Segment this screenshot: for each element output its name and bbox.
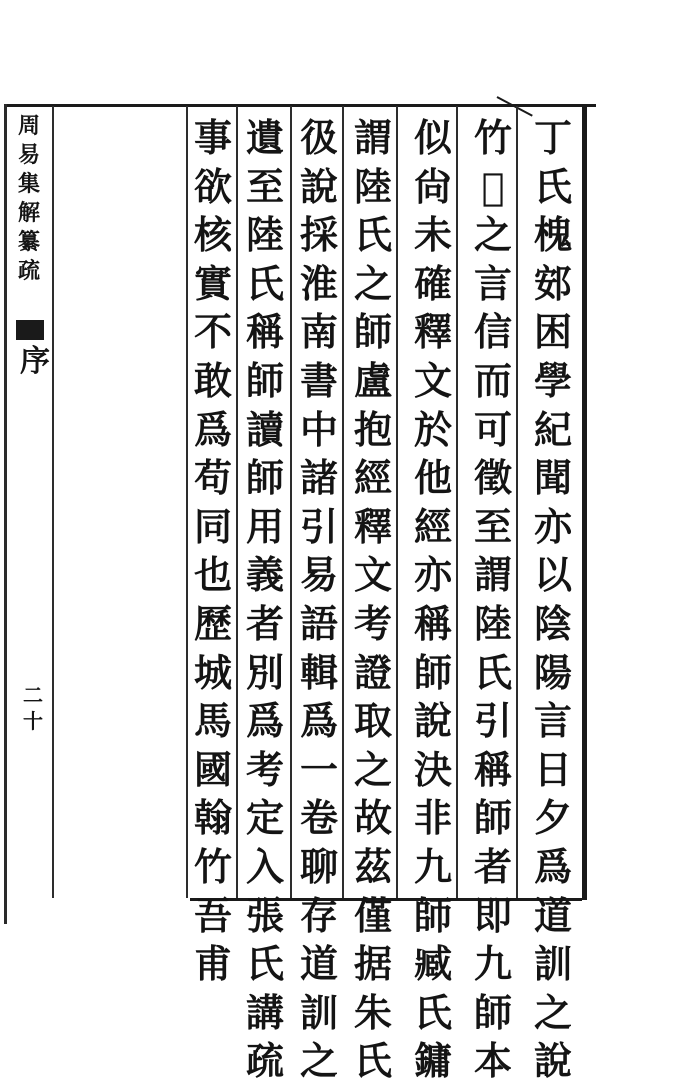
column-character: 定 xyxy=(245,795,284,841)
column-character: 國 xyxy=(193,746,232,792)
column-character: 氏 xyxy=(413,989,452,1035)
column-character: 即 xyxy=(473,892,512,938)
column-character: 而 xyxy=(473,357,512,403)
column-character: 𡸝 xyxy=(481,163,505,209)
column-character: 槐 xyxy=(533,212,572,258)
column-character: 非 xyxy=(413,795,452,841)
column-character: 陽 xyxy=(533,649,572,695)
column-character: 敢 xyxy=(193,357,232,403)
margin-section-label: 序 xyxy=(20,344,50,379)
column-character: 未 xyxy=(413,212,452,258)
column-character: 之 xyxy=(533,989,572,1035)
column-character: 困 xyxy=(533,309,572,355)
column-character: 陸 xyxy=(245,212,284,258)
column-character: 爲 xyxy=(533,843,572,889)
column-character: 說 xyxy=(299,163,338,209)
column-character: 苟 xyxy=(193,455,232,501)
column-character: 謂 xyxy=(473,552,512,598)
column-character: 師 xyxy=(473,989,512,1035)
column-character: 盧 xyxy=(353,357,392,403)
frame-top-border xyxy=(6,104,596,107)
text-column-5 xyxy=(296,114,342,1086)
column-character: 南 xyxy=(299,309,338,355)
column-character: 於 xyxy=(413,406,452,452)
column-character: 師 xyxy=(413,649,452,695)
text-column-6 xyxy=(242,114,288,1086)
column-character: 說 xyxy=(413,698,452,744)
column-character: 師 xyxy=(245,455,284,501)
column-character: 氏 xyxy=(245,260,284,306)
text-column-2 xyxy=(470,114,516,1086)
column-character: 者 xyxy=(245,600,284,646)
column-rule xyxy=(52,106,54,898)
frame-left-border xyxy=(4,104,7,924)
column-character: 稱 xyxy=(413,600,452,646)
column-character: 實 xyxy=(193,260,232,306)
column-character: 吾 xyxy=(193,892,232,938)
column-character: 考 xyxy=(353,600,392,646)
column-character: 馬 xyxy=(193,698,232,744)
column-character: 九 xyxy=(473,941,512,987)
column-character: 同 xyxy=(193,503,232,549)
column-character: 易 xyxy=(299,552,338,598)
column-character: 疏 xyxy=(245,1038,284,1084)
column-character: 事 xyxy=(193,115,232,160)
column-character: 卷 xyxy=(299,795,338,841)
column-character: 之 xyxy=(299,1038,338,1084)
column-character: 亦 xyxy=(413,552,452,598)
margin-title-character: 纂 xyxy=(17,229,40,255)
column-character: 釋 xyxy=(353,503,392,549)
column-character: 言 xyxy=(473,260,512,306)
column-character: 抱 xyxy=(353,406,392,452)
column-character: 亦 xyxy=(533,503,572,549)
column-character: 日 xyxy=(533,746,572,792)
column-character: 義 xyxy=(245,552,284,598)
column-character: 說 xyxy=(533,1038,572,1084)
column-character: 採 xyxy=(299,212,338,258)
column-character: 至 xyxy=(245,163,284,209)
column-rule xyxy=(236,106,238,898)
column-character: 氏 xyxy=(473,649,512,695)
column-character: 他 xyxy=(413,455,452,501)
column-character: 稱 xyxy=(245,309,284,355)
column-character: 師 xyxy=(245,357,284,403)
column-character: 引 xyxy=(299,503,338,549)
column-character: 氏 xyxy=(533,163,572,209)
column-character: 爲 xyxy=(245,698,284,744)
column-character: 訓 xyxy=(299,989,338,1035)
column-character: 鏞 xyxy=(413,1038,452,1084)
text-column-1 xyxy=(530,114,576,1086)
column-character: 也 xyxy=(193,552,232,598)
margin-title-character: 疏 xyxy=(17,258,40,284)
column-character: 可 xyxy=(473,406,512,452)
column-character: 至 xyxy=(473,503,512,549)
margin-title-character: 易 xyxy=(17,142,40,168)
column-character: 中 xyxy=(299,406,338,452)
column-character: 諸 xyxy=(299,455,338,501)
column-character: 講 xyxy=(245,989,284,1035)
column-character: 考 xyxy=(245,746,284,792)
column-character: 竹 xyxy=(473,115,512,160)
column-character: 聊 xyxy=(299,843,338,889)
column-rule xyxy=(456,106,458,898)
page-number-character: 十 xyxy=(23,709,43,733)
column-character: 陸 xyxy=(473,600,512,646)
column-character: 訓 xyxy=(533,941,572,987)
column-character: 聞 xyxy=(533,455,572,501)
column-character: 本 xyxy=(473,1038,512,1084)
column-character: 取 xyxy=(353,698,392,744)
column-character: 一 xyxy=(299,746,338,792)
column-character: 經 xyxy=(413,503,452,549)
column-character: 語 xyxy=(299,600,338,646)
column-rule xyxy=(186,106,188,898)
column-character: 甫 xyxy=(193,941,232,987)
column-character: 信 xyxy=(473,309,512,355)
column-character: 師 xyxy=(353,309,392,355)
column-character: 爲 xyxy=(299,698,338,744)
column-character: 似 xyxy=(413,115,452,160)
column-character: 徵 xyxy=(473,455,512,501)
column-character: 引 xyxy=(473,698,512,744)
text-column-3 xyxy=(410,114,456,1086)
column-character: 別 xyxy=(245,649,284,695)
column-rule xyxy=(396,106,398,898)
column-character: 䢿 xyxy=(533,260,572,306)
column-character: 道 xyxy=(533,892,572,938)
column-character: 釋 xyxy=(413,309,452,355)
column-character: 用 xyxy=(245,503,284,549)
column-character: 紀 xyxy=(533,406,572,452)
column-character: 欲 xyxy=(193,163,232,209)
column-character: 之 xyxy=(353,746,392,792)
column-character: 氏 xyxy=(353,212,392,258)
column-character: 丁 xyxy=(533,115,572,160)
column-character: 陸 xyxy=(353,163,392,209)
column-character: 張 xyxy=(245,892,284,938)
margin-strip xyxy=(8,112,48,912)
column-character: 言 xyxy=(533,698,572,744)
column-character: 僅 xyxy=(353,892,392,938)
column-character: 之 xyxy=(473,212,512,258)
margin-page-number xyxy=(20,682,46,734)
column-character: 爲 xyxy=(193,406,232,452)
column-character: 輯 xyxy=(299,649,338,695)
column-character: 朱 xyxy=(353,989,392,1035)
column-character: 氏 xyxy=(353,1038,392,1084)
column-character: 夕 xyxy=(533,795,572,841)
column-character: 文 xyxy=(353,552,392,598)
text-column-7 xyxy=(190,114,236,989)
column-character: 歷 xyxy=(193,600,232,646)
column-character: 茲 xyxy=(353,843,392,889)
column-character: 道 xyxy=(299,941,338,987)
column-character: 書 xyxy=(299,357,338,403)
column-character: 城 xyxy=(193,649,232,695)
column-character: 翰 xyxy=(193,795,232,841)
column-character: 九 xyxy=(413,843,452,889)
column-character: 之 xyxy=(353,260,392,306)
frame-right-border xyxy=(582,104,587,900)
column-character: 謂 xyxy=(353,115,392,160)
column-character: 陰 xyxy=(533,600,572,646)
column-character: 不 xyxy=(193,309,232,355)
margin-book-title xyxy=(16,112,42,286)
column-rule xyxy=(290,106,292,898)
column-character: 据 xyxy=(353,941,392,987)
column-character: 核 xyxy=(193,212,232,258)
margin-title-character: 解 xyxy=(17,200,40,226)
margin-title-character: 周 xyxy=(17,113,40,139)
column-character: 者 xyxy=(473,843,512,889)
column-character: 讀 xyxy=(245,406,284,452)
column-character: 淮 xyxy=(299,260,338,306)
column-character: 氏 xyxy=(245,941,284,987)
margin-title-character: 集 xyxy=(17,171,40,197)
column-character: 師 xyxy=(473,795,512,841)
column-character: 證 xyxy=(353,649,392,695)
column-character: 確 xyxy=(413,260,452,306)
column-character: 遺 xyxy=(245,115,284,160)
column-character: 尙 xyxy=(413,163,452,209)
column-character: 臧 xyxy=(413,941,452,987)
column-character: 入 xyxy=(245,843,284,889)
column-character: 經 xyxy=(353,455,392,501)
column-character: 稱 xyxy=(473,746,512,792)
column-character: 故 xyxy=(353,795,392,841)
page-number-character: 二 xyxy=(23,683,43,707)
text-column-4 xyxy=(350,114,396,1086)
column-character: 彶 xyxy=(299,115,338,160)
column-character: 竹 xyxy=(193,843,232,889)
column-character: 師 xyxy=(413,892,452,938)
column-rule xyxy=(342,106,344,898)
fish-tail-mark xyxy=(16,320,44,340)
column-character: 以 xyxy=(533,552,572,598)
column-character: 文 xyxy=(413,357,452,403)
column-character: 決 xyxy=(413,746,452,792)
column-character: 學 xyxy=(533,357,572,403)
column-rule xyxy=(516,106,518,898)
column-character: 存 xyxy=(299,892,338,938)
